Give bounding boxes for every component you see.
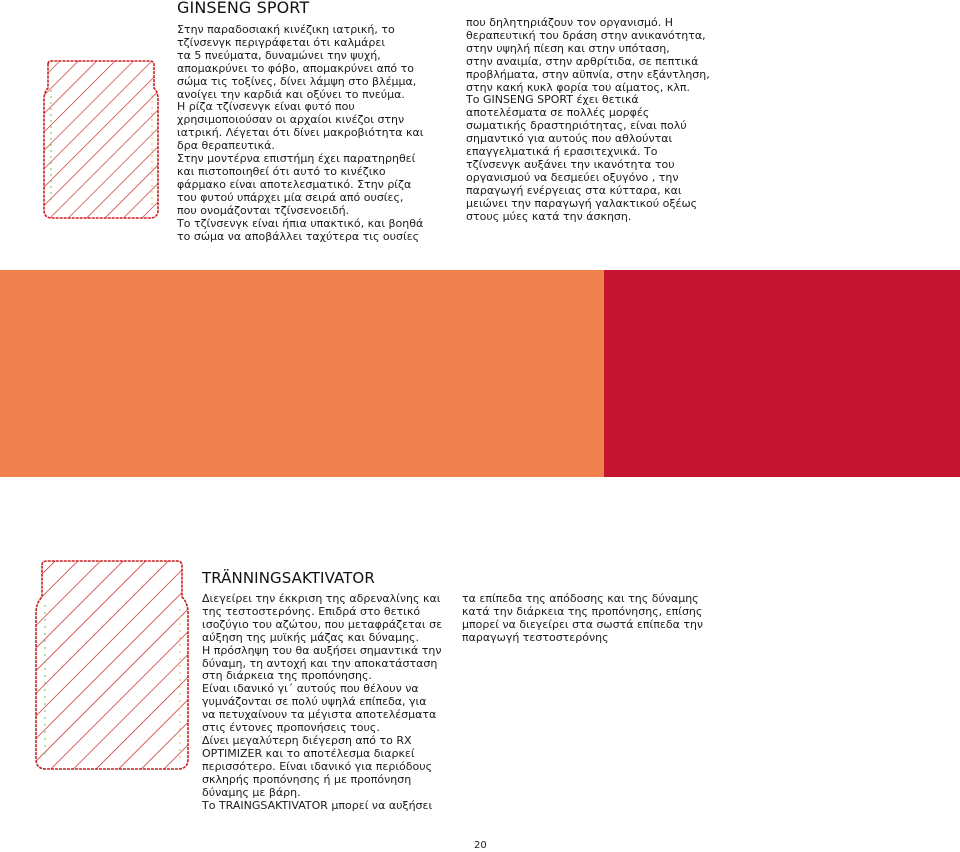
text-line: οργανισμού να δεσμεύει οξυγόνο , την <box>466 170 679 184</box>
text-line: στους μύες κατά την άσκηση. <box>466 209 632 223</box>
text-line: τζίνσενγκ αυξάνει την ικανότητα του <box>466 157 675 171</box>
text-line: και πιστοποιηθεί ότι αυτό το κινέζικο <box>177 164 386 178</box>
text-line: να πετυχαίνουν τα μέγιστα αποτελέσματα <box>202 708 437 722</box>
text-line: Το GINSENG SPORT έχει θετικά <box>466 93 639 107</box>
section2-col1 <box>202 593 447 812</box>
text-line: απομακρύνει το φόβο, απομακρύνει από το <box>177 61 415 75</box>
text-line: επαγγελματικά ή ερασιτεχνικά. Το <box>466 145 658 159</box>
section1-title: GINSENG SPORT <box>177 0 310 17</box>
text-line: φάρμακο είναι αποτελεσματικό. Στην ρίζα <box>177 177 412 191</box>
text-line: περισσότερο. Είναι ιδανικό για περιόδους <box>202 759 433 773</box>
text-line: ισοζύγιο του αζώτου, που μεταφράζεται σε <box>202 617 443 631</box>
text-line: σωματικής δραστηριότητας, είναι πολύ <box>466 119 687 133</box>
text-line: γυμνάζονται σε πολύ υψηλά επίπεδα, για <box>202 695 427 709</box>
text-line: το σώμα να αποβάλλει ταχύτερα τις ουσίες <box>177 229 420 243</box>
text-line: Στην μοντέρνα επιστήμη έχει παρατηρηθεί <box>177 152 416 166</box>
text-line: τζίνσενγκ περιγράφεται ότι καλμάρει <box>177 35 386 49</box>
text-line: δύναμη, τη αντοχή και την αποκατάσταση <box>202 656 438 670</box>
text-line: τα 5 πνεύματα, δυναμώνει την ψυχή, <box>177 48 381 62</box>
text-line: στη διάρκεια της προπόνησης. <box>202 669 372 683</box>
text-line: δρα θεραπευτικά. <box>177 139 275 153</box>
text-line: Το τζίνσενγκ είναι ήπια υπακτικό, και βοηθά <box>177 216 424 230</box>
text-line: μπορεί να διεγείρει στα σωστά επίπεδα την <box>462 617 704 631</box>
text-line: σώμα τις τοξίνες, δίνει λάμψη στο βλέμμα, <box>177 74 417 88</box>
text-line: σκληρής προπόνησης ή με προπόνηση <box>202 772 412 786</box>
text-line: μειώνει την παραγωγή γαλακτικού οξέως <box>466 196 698 210</box>
section1-col2 <box>466 17 746 224</box>
text-line: κατά την διάρκεια της προπόνησης, επίσης <box>462 604 703 618</box>
text-line: Διεγείρει την έκκριση της αδρεναλίνης και <box>202 592 441 605</box>
text-line: OPTIMIZER και το αποτέλεσμα διαρκεί <box>202 746 415 760</box>
text-line: αύξηση της μυϊκής μάζας και δύναμης. <box>202 630 420 644</box>
red-color-block <box>604 270 960 477</box>
section1-col1 <box>177 24 447 243</box>
text-line: παραγωγή ενέργειας στα κύτταρα, και <box>466 183 682 197</box>
text-line: ιατρική. Λέγεται ότι δίνει μακροβιότητα και <box>177 126 424 140</box>
section2-title: TRÄNNINGSAKTIVATOR <box>202 569 375 587</box>
product-jar-image-placeholder <box>34 559 190 771</box>
text-line: που ονομάζονται τζίνσενοειδή. <box>177 203 350 217</box>
text-line: Στην παραδοσιακή κινέζικη ιατρική, το <box>177 23 395 36</box>
text-line: χρησιμοποιούσαν οι αρχαίοι κινέζοι στην <box>177 113 405 127</box>
section2-col2 <box>462 593 722 645</box>
text-line: σημαντικό για αυτούς που αθλούνται <box>466 132 673 146</box>
text-line: τα επίπεδα της απόδοσης και της δύναμης <box>462 592 699 605</box>
text-line: δύναμης με βάρη. <box>202 785 301 799</box>
orange-color-block <box>0 270 604 477</box>
text-line: αποτελέσματα σε πολλές μορφές <box>466 106 650 120</box>
text-line: Δίνει μεγαλύτερη διέγερση από το RX <box>202 733 412 747</box>
text-line: ανοίγει την καρδιά και οξύνει το πνεύμα. <box>177 87 405 101</box>
text-line: Το TRAINGSAKTIVATOR μπορεί να αυξήσει <box>202 798 433 812</box>
text-line: του φυτού υπάρχει μία σειρά από ουσίες, <box>177 190 404 204</box>
text-line: στις έντονες προπονήσεις τους. <box>202 721 380 735</box>
text-line: Η ρίζα τζίνσενγκ είναι φυτό που <box>177 100 355 114</box>
text-line: Η πρόσληψη του θα αυξήσει σημαντικά την <box>202 643 442 657</box>
text-line: θεραπευτική του δράση στην ανικανότητα, <box>466 28 706 42</box>
product-jar-image-placeholder <box>42 60 159 220</box>
text-line: Είναι ιδανικό γι΄ αυτούς που θέλουν να <box>202 682 419 696</box>
text-line: προβλήματα, στην αϋπνία, στην εξάντληση, <box>466 67 710 81</box>
text-line: στην κακή κυκλ φορία του αίματος, κλπ. <box>466 80 691 94</box>
page-number: 20 <box>474 840 487 851</box>
text-line: στην υψηλή πίεση και στην υπόταση, <box>466 41 670 55</box>
text-line: που δηλητηριάζουν τον οργανισμό. Η <box>466 16 673 29</box>
text-line: στην αναιμία, στην αρθρίτιδα, σε πεπτικά <box>466 54 699 68</box>
text-line: της τεστοστερόνης. Επιδρά στο θετικό <box>202 604 421 618</box>
text-line: παραγωγή τεστοστερόνης <box>462 630 609 644</box>
